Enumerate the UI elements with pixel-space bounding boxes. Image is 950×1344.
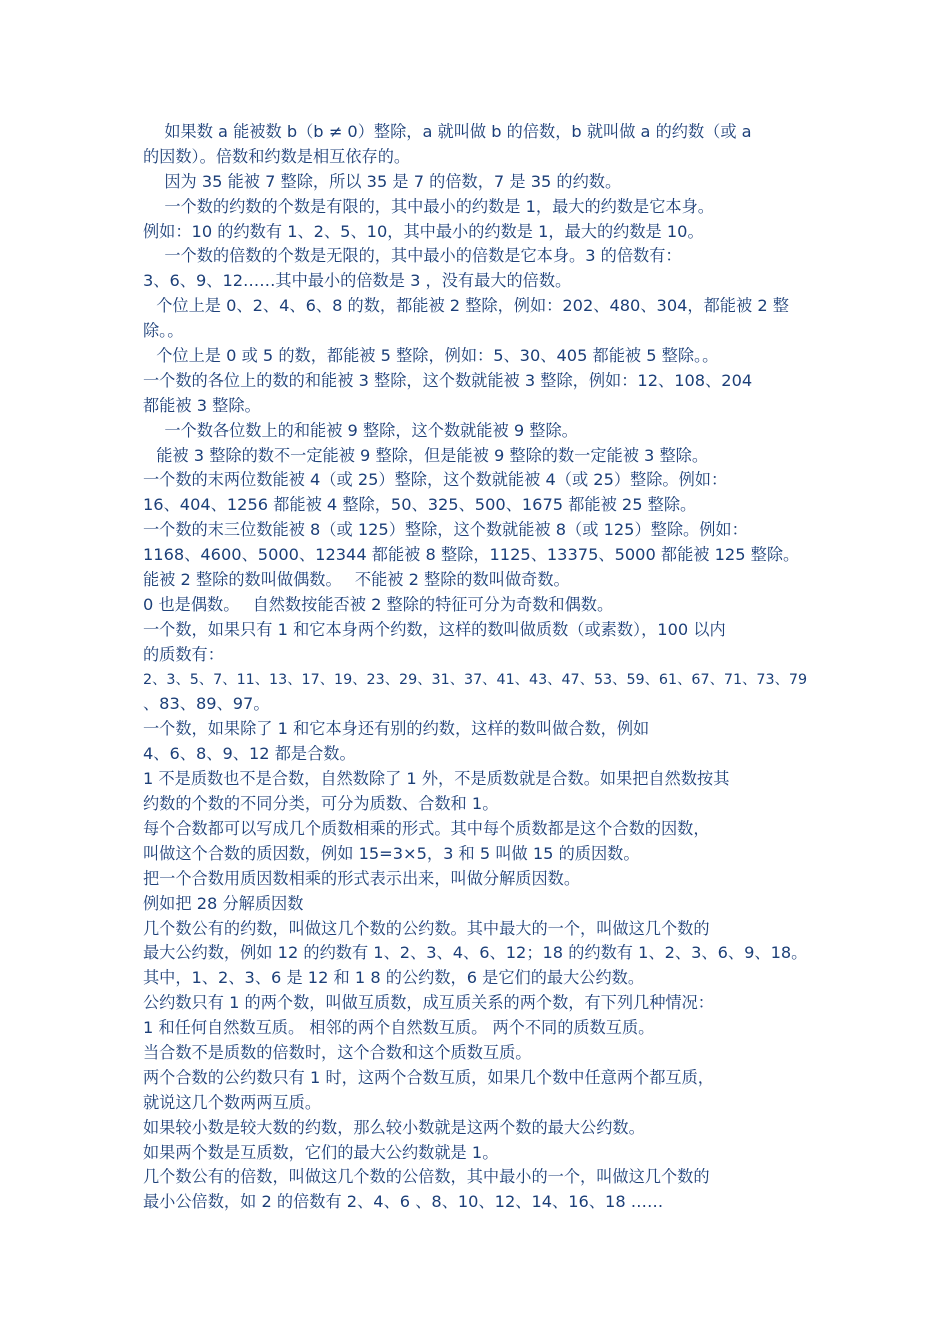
text-line: 例如把 28 分解质因数 [143,893,304,913]
text-line: 几个数公有的倍数，叫做这几个数的公倍数，其中最小的一个，叫做这几个数的 [143,1167,710,1187]
text-line: 当合数不是质数的倍数时，这个合数和这个质数互质。 [143,1042,532,1062]
text-line: 3、6、9、12……其中最小的倍数是 3 ，没有最大的倍数。 [143,271,572,291]
text-line: 能被 2 整除的数叫做偶数。 不能被 2 整除的数叫做奇数。 [143,570,570,590]
text-line: 两个合数的公约数只有 1 时，这两个合数互质，如果几个数中任意两个都互质， [143,1067,714,1087]
text-line: 1168、4600、5000、12344 都能被 8 整除，1125、13375、5000 都能被 125 整除。 [143,545,800,565]
text-line: 每个合数都可以写成几个质数相乘的形式。其中每个质数都是这个合数的因数， [143,818,710,838]
text-line: 例如：10 的约数有 1、2、5、10，其中最小的约数是 1，最大的约数是 10。 [143,221,704,241]
text-line: 一个数的末两位数能被 4（或 25）整除，这个数就能被 4（或 25）整除。例如： [143,470,728,490]
text-line: 个位上是 0 或 5 的数，都能被 5 整除，例如：5、30、405 都能被 5 整除。。 [143,346,719,366]
text-line: 个位上是 0、2、4、6、8 的数，都能被 2 整除，例如：202、480、304，都能被 2 整 [143,296,789,316]
text-line: 公约数只有 1 的两个数，叫做互质数，成互质关系的两个数，有下列几种情况： [143,993,714,1013]
text-line: 因为 35 能被 7 整除，所以 35 是 7 的倍数，7 是 35 的约数。 [143,171,622,191]
document-page [143,120,811,1215]
text-line: 1 不是质数也不是合数，自然数除了 1 外，不是质数就是合数。如果把自然数按其 [143,769,730,789]
text-line: 一个数的倍数的个数是无限的，其中最小的倍数是它本身。3 的倍数有： [143,246,682,266]
text-line: 一个数的各位上的数的和能被 3 整除，这个数就能被 3 整除，例如：12、108、204 [143,370,753,390]
text-line: 几个数公有的约数，叫做这几个数的公约数。其中最大的一个，叫做这几个数的 [143,918,710,938]
text-line: 一个数，如果除了 1 和它本身还有别的约数，这样的数叫做合数，例如 [143,719,650,739]
text-line: 2、3、5、7、11、13、17、19、23、29、31、37、41、43、47、53、59、61、67、71、73、79 [143,671,808,688]
text-line: 能被 3 整除的数不一定能被 9 整除，但是能被 9 整除的数一定能被 3 整除。 [143,445,709,465]
text-line: 都能被 3 整除。 [143,395,261,415]
text-line: 的因数）。倍数和约数是相互依存的。 [143,146,411,166]
text-line: 就说这几个数两两互质。 [143,1092,322,1112]
text-line: 如果较小数是较大数的约数，那么较小数就是这两个数的最大公约数。 [143,1117,645,1137]
text-line: 约数的个数的不同分类，可分为质数、合数和 1。 [143,794,499,814]
text-line: 一个数各位数上的和能被 9 整除，这个数就能被 9 整除。 [143,420,578,440]
text-line: 最大公约数，例如 12 的约数有 1、2、3、4、6、12；18 的约数有 1、2、3、6、9、18。 [143,943,808,963]
text-line: 、83、89、97。 [143,694,270,714]
text-line: 一个数的约数的个数是有限的，其中最小的约数是 1，最大的约数是它本身。 [143,196,714,216]
text-line: 叫做这个合数的质因数，例如 15=3×5，3 和 5 叫做 15 的质因数。 [143,843,640,863]
text-line: 其中，1、2、3、6 是 12 和 1 8 的公约数，6 是它们的最大公约数。 [143,968,645,988]
text-line: 把一个合数用质因数相乘的形式表示出来，叫做分解质因数。 [143,868,581,888]
text-line: 如果数 a 能被数 b（b ≠ 0）整除，a 就叫做 b 的倍数，b 就叫做 a 的约数（或 a [143,122,752,141]
text-line: 一个数，如果只有 1 和它本身两个约数，这样的数叫做质数（或素数），100 以内 [143,619,726,639]
text-line: 16、404、1256 都能被 4 整除，50、325、500、1675 都能被 25 整除。 [143,495,697,515]
text-line: 1 和任何自然数互质。 相邻的两个自然数互质。 两个不同的质数互质。 [143,1018,655,1038]
text-line: 一个数的末三位数能被 8（或 125）整除，这个数就能被 8（或 125）整除。例如： [143,520,748,540]
text-line: 最小公倍数，如 2 的倍数有 2、4、6 、8、10、12、14、16、18 …… [143,1192,664,1212]
text-line: 如果两个数是互质数，它们的最大公约数就是 1。 [143,1142,499,1162]
text-line: 除。。 [143,321,184,341]
text-line: 4、6、8、9、12 都是合数。 [143,744,356,764]
text-line: 0 也是偶数。 自然数按能否被 2 整除的特征可分为奇数和偶数。 [143,594,614,614]
text-line: 的质数有： [143,644,224,664]
